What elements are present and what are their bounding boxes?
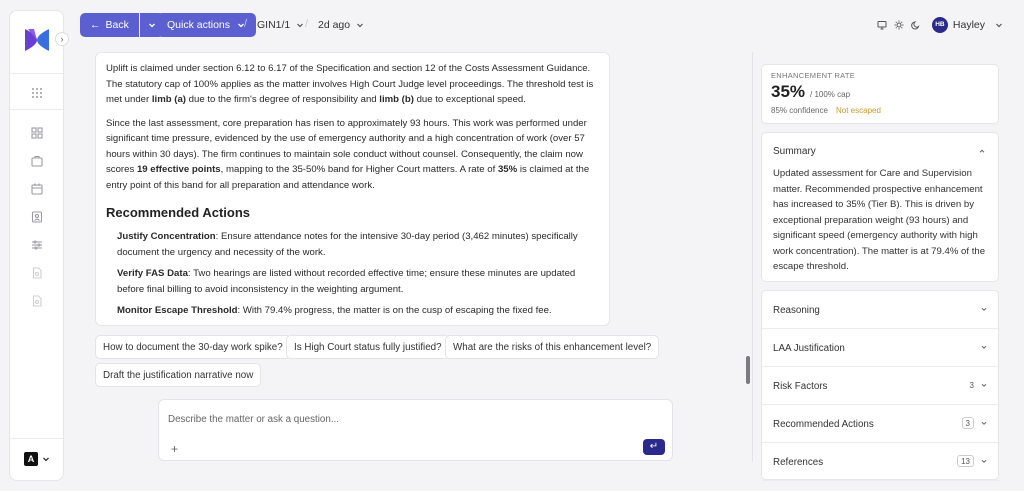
text-run: is claimed at the entry point of this band for all preparation and attendance work.	[106, 164, 590, 191]
breadcrumb-separator: /	[244, 18, 248, 30]
accordion-title: References	[773, 457, 824, 468]
moon-icon[interactable]	[911, 20, 921, 30]
recommended-actions-heading: Recommended Actions	[106, 205, 250, 220]
analysis-panel	[752, 52, 1006, 468]
user-name: Hayley	[952, 19, 985, 31]
workspace-switcher[interactable]	[24, 452, 51, 466]
back-button-group	[80, 13, 164, 37]
text-run: Since the last assessment, core preparation has risen to approximately 93 hours. This work was performed under significant time pressure, evidenced by the use of emergency authority and a high concentration of work (over 57 hours within 30 days). The firm continues to maintain sole conduct without counsel. Consequently, the claim now scores	[106, 117, 587, 175]
accordion-risk-factors[interactable]	[762, 367, 1000, 405]
chevron-down-icon	[994, 20, 1004, 30]
accordion-title: LAA Justification	[773, 343, 845, 354]
chevron-down-icon	[980, 457, 988, 465]
sliders-icon[interactable]	[30, 238, 44, 252]
calendar-icon[interactable]	[30, 182, 44, 196]
avatar: HB	[932, 17, 948, 33]
bold-text: 35%	[497, 164, 518, 175]
suggestion-chip[interactable]: What are the risks of this enhancement level?	[445, 335, 659, 359]
user-menu[interactable]	[932, 17, 1004, 33]
summary-card	[761, 132, 999, 282]
collapse-rail-button[interactable]: ›	[55, 32, 69, 46]
accordion-recommended-actions[interactable]	[762, 405, 1000, 443]
chevron-down-icon	[980, 381, 988, 389]
confidence-text: 85% confidence	[771, 106, 828, 115]
action-item	[117, 266, 599, 297]
text-run: due to exceptional speed.	[413, 94, 526, 105]
rail-divider	[10, 109, 63, 110]
updated-time: 2d ago	[318, 19, 351, 31]
suggestion-chip[interactable]: How to document the 30-day work spike?	[95, 335, 291, 359]
action-item	[117, 229, 599, 260]
accordion-laa-justification[interactable]	[762, 329, 1000, 367]
response-paragraph	[106, 61, 599, 108]
top-right-controls	[877, 13, 1004, 37]
rail-divider	[10, 73, 63, 74]
summary-title[interactable]: Summary	[773, 146, 816, 157]
rate-label: ENHANCEMENT RATE	[771, 71, 856, 80]
quick-actions-label: Quick actions	[167, 19, 231, 31]
text-run: , mapping to the 35-50% band for Higher Court matters. A rate of	[220, 164, 498, 175]
app-logo-icon[interactable]	[22, 25, 52, 55]
attach-button[interactable]: +	[171, 442, 179, 456]
accordion-references[interactable]	[762, 443, 1000, 481]
accordion-title: Risk Factors	[773, 381, 828, 392]
action-title: Justify Concentration	[117, 231, 216, 242]
workspace-badge: A	[24, 452, 38, 466]
rail-divider	[10, 438, 63, 439]
bold-text: limb (b)	[379, 94, 414, 105]
chevron-down-icon	[41, 454, 51, 464]
suggestion-chip[interactable]: Is High Court status fully justified?	[286, 335, 450, 359]
breadcrumb-separator: /	[305, 18, 309, 30]
suggestion-chip[interactable]: Draft the justification narrative now	[95, 363, 261, 387]
action-title: Monitor Escape Threshold	[117, 305, 238, 316]
quick-actions-button[interactable]	[157, 13, 256, 37]
chevron-down-icon	[980, 343, 988, 351]
briefcase-icon[interactable]	[30, 154, 44, 168]
version-dropdown[interactable]	[318, 13, 365, 37]
contact-card-icon[interactable]	[30, 210, 44, 224]
chevron-down-icon	[980, 419, 988, 427]
back-label: Back	[105, 19, 129, 31]
action-text: : With 79.4% progress, the matter is on the cusp of escaping the fixed fee.	[237, 305, 552, 316]
chevron-down-icon	[147, 20, 157, 30]
chevron-down-icon	[295, 20, 305, 30]
back-button[interactable]	[80, 13, 139, 37]
text-run: due to the firm's degree of responsibility and	[186, 94, 380, 105]
accordion-title: Recommended Actions	[773, 419, 874, 430]
sun-icon[interactable]	[894, 20, 904, 30]
left-rail	[9, 10, 64, 481]
count-badge: 3	[962, 417, 974, 429]
send-button[interactable]: ↵	[643, 439, 665, 455]
chevron-down-icon	[355, 20, 365, 30]
top-bar	[80, 13, 1004, 37]
matter-ref-dropdown[interactable]	[257, 13, 305, 37]
monitor-icon[interactable]	[877, 20, 887, 30]
bold-text: 19 effective points	[136, 164, 221, 175]
message-input[interactable]	[168, 414, 648, 425]
grid-dots-icon[interactable]	[30, 86, 44, 100]
matter-ref: GIN1/1	[257, 19, 291, 31]
chat-scrollbar[interactable]	[746, 356, 750, 384]
status-badge: Not escaped	[836, 106, 881, 115]
accordion-reasoning[interactable]	[762, 291, 1000, 329]
file-icon[interactable]	[30, 294, 44, 308]
message-composer	[158, 399, 673, 461]
accordion-title: Reasoning	[773, 305, 820, 316]
bold-text: limb (a)	[151, 94, 186, 105]
summary-text: Updated assessment for Care and Supervision matter. Recommended prospective enhancement has increased to 35% (Tier B). This is driven by exceptional preparation weight (93 hours) and significant speed (emergency authority with high work concentration). The matter is at 79.4% of the escape threshold.	[773, 168, 986, 272]
action-item	[117, 303, 599, 319]
action-text: : Two hearings are listed without recorded effective time; ensure these minutes are updated before final billing to avoid inconsistency in the weighting argument.	[117, 268, 576, 295]
dashboard-icon[interactable]	[30, 126, 44, 140]
rate-cap: / 100% cap	[810, 90, 851, 99]
file-icon[interactable]	[30, 266, 44, 280]
action-text: : Ensure attendance notes for the intensive 30-day period (3,462 minutes) specifically document the urgency and necessity of the work.	[117, 231, 578, 258]
count-badge: 13	[957, 455, 974, 467]
chevron-up-icon[interactable]	[978, 147, 986, 155]
text-run: Uplift is claimed under section 6.12 to 6.17 of the Specification and section 12 of the Costs Assessment Guidance. The statutory cap of 100% applies as the matter involves High Court Judge level proceedings. The threshold test is met under	[106, 63, 594, 105]
count-badge: 3	[969, 381, 974, 390]
action-title: Verify FAS Data	[117, 268, 188, 279]
assistant-response-card	[95, 52, 610, 326]
response-paragraph	[106, 116, 599, 194]
chevron-down-icon	[980, 305, 988, 313]
arrow-left-icon: ←	[90, 19, 101, 31]
details-accordion	[761, 290, 999, 480]
rate-value: 35%	[771, 82, 806, 101]
enhancement-rate-card	[761, 64, 999, 124]
